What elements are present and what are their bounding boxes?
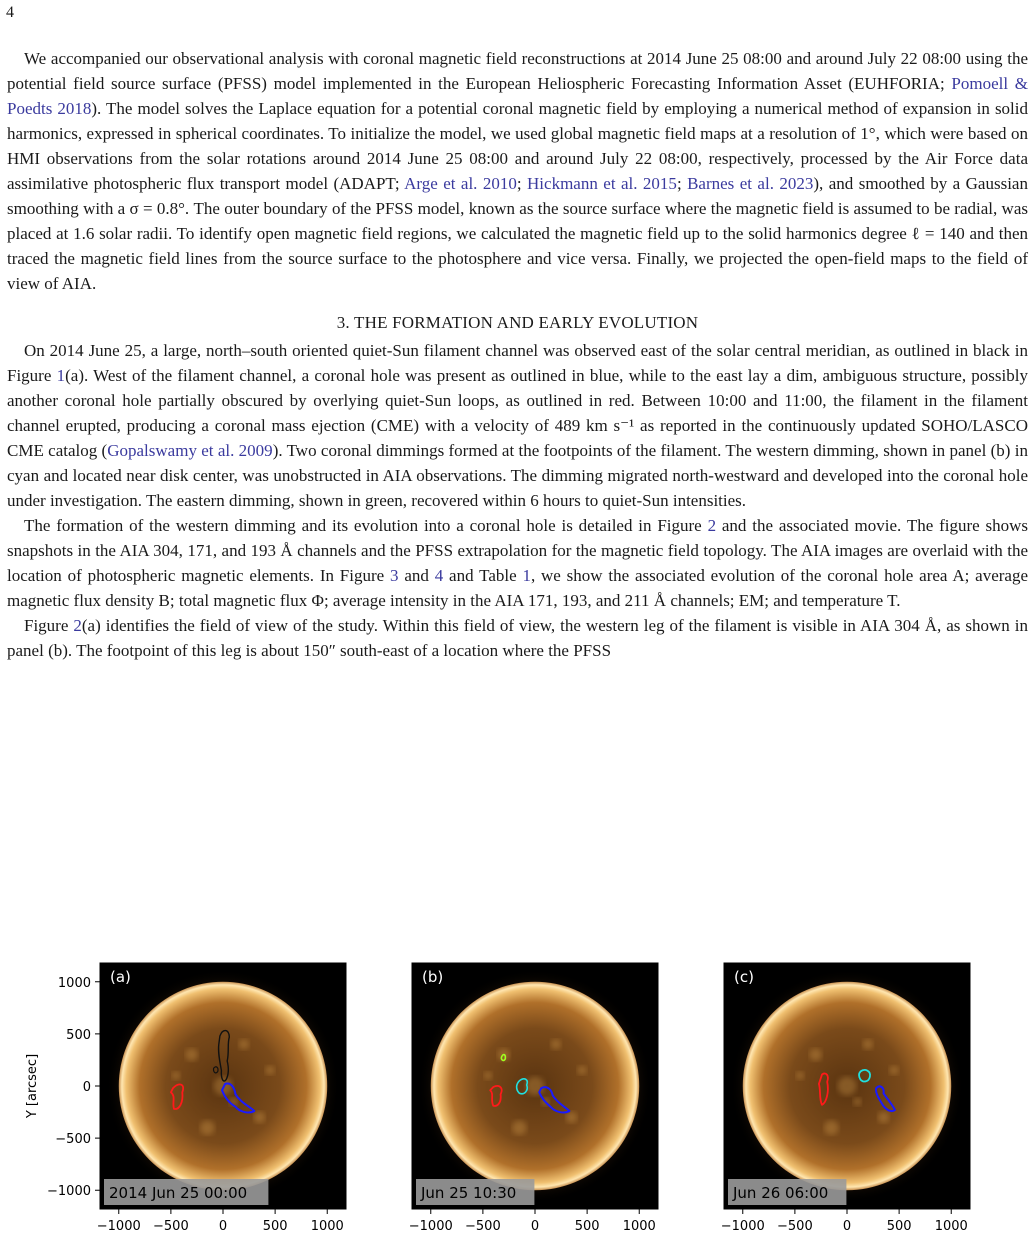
figure-link[interactable]: 4 [434,566,444,585]
active-region-blob [254,1112,265,1123]
x-tick-label: −1000 [96,1219,141,1230]
citation-link[interactable]: Arge et al. 2010 [404,174,517,193]
x-tick-label: 0 [842,1219,852,1230]
text-run: and [398,566,435,585]
timestamp-label: 2014 Jun 25 00:00 [109,1184,248,1202]
text-run: and Table [443,566,523,585]
x-tick-label: −500 [777,1219,813,1230]
text-run: The formation of the western dimming and its evolution into a coronal hole is detailed in Figure [24,516,708,535]
x-tick-label: −500 [465,1219,501,1230]
active-region-blob [172,1071,180,1079]
panel-tag: (b) [422,968,444,986]
x-tick-label: 500 [574,1219,600,1230]
y-tick-label: 0 [82,1080,91,1095]
x-tick-label: 0 [530,1219,540,1230]
page-number: 4 [6,4,14,21]
text-run: ), and smoothed by a Gaussian smoothing with a σ = 0.8°. The outer boundary of the PFSS model, known as the source surface where the magnetic field is assumed to be radial, was placed at 1.6 solar radii. To identify open magnetic field regions, we calculated the magnetic field up to the solid harmonics degree ℓ = 140 and then traced the magnetic field lines from the source surface to the photosphere and vice versa. Finally, we projected the open-field maps to the field of view of AIA. [7,174,1028,293]
text-run: (a). West of the filament channel, a coronal hole was present as outlined in blue, while to the east lay a dim, ambiguous structure, possibly another coronal hole partially obscured by overlying quiet-Sun loops, as outlined in red. Between 10:00 and 11:00, the filament in the filament channel erupted, producing a coronal mass ejection (CME) with a velocity of 489 km s⁻¹ as reported in the continuously updated SOHO/LASCO CME catalog ( [7,366,1028,460]
y-axis-label: Y [arcsec] [25,1053,40,1119]
x-tick-label: 500 [886,1219,912,1230]
active-region-blob [863,1039,873,1049]
active-region-blob [889,1066,898,1075]
y-tick-label: −500 [55,1132,91,1148]
y-tick-label: 1000 [57,975,91,991]
figure-link[interactable]: 2 [73,616,82,635]
citation-link[interactable]: Pomoell & Poedts 2018 [7,74,1028,118]
active-region-blob [566,1112,577,1123]
timestamp-label: Jun 25 10:30 [421,1184,517,1202]
timestamp-label: Jun 26 06:00 [733,1184,829,1202]
active-region-blob [185,1048,198,1061]
text-run: ; [676,174,688,193]
table-link[interactable]: 1 [522,566,531,585]
active-region-blob [838,1077,857,1096]
active-region-blob [239,1039,249,1049]
x-tick-label: 500 [262,1219,288,1230]
panel-b [409,963,658,1230]
text-run: We accompanied our observational analysis with coronal magnetic field reconstructions at 2014 June 25 08:00 and around July 22 08:00 using the potential field source surface (PFSS) model implemented in the European Heliospheric Forecasting Information Asset (EUHFORIA; [7,49,1028,93]
y-tick-label: −1000 [47,1184,91,1200]
panel-c [721,963,970,1230]
active-region-blob [484,1071,492,1079]
paragraph-4 [7,613,1028,663]
x-tick-label: −1000 [408,1219,453,1230]
active-region-blob [512,1120,527,1135]
text-run: (a) identifies the field of view of the study. Within this field of view, the western leg of the filament is visible in AIA 304 Å, as shown in panel (b). The footpoint of this leg is about 150″ south-east of a location where the PFSS [7,616,1028,660]
figure-svg [0,900,1034,1230]
active-region-blob [824,1120,839,1135]
panel-a [25,963,346,1230]
paragraph-2 [7,338,1028,513]
text-run: ). Two coronal dimmings formed at the footpoints of the filament. The western dimming, shown in panel (b) in cyan and located near disk center, was unobstructed in AIA observations. The dimming migrated north-westward and developed into the coronal hole under investigation. The eastern dimming, shown in green, recovered within 6 hours to quiet-Sun intensities. [7,441,1028,510]
figure-1 [0,900,1034,1230]
active-region-blob [853,1097,861,1105]
active-region-blob [809,1048,822,1061]
text-run: On 2014 June 25, a large, north–south oriented quiet-Sun filament channel was observed east of the solar central meridian, as outlined in black in Figure [7,341,1028,385]
paragraph-1 [7,46,1028,296]
active-region-blob [265,1066,274,1075]
figure-link[interactable]: 2 [707,516,717,535]
figure-link[interactable]: 3 [390,566,399,585]
section-heading: 3. THE FORMATION AND EARLY EVOLUTION [336,313,699,332]
panel-tag: (a) [110,968,131,986]
x-tick-label: −1000 [720,1219,765,1230]
active-region-blob [577,1066,586,1075]
active-region-blob [551,1039,561,1049]
active-region-blob [878,1112,889,1123]
text-run: Figure [24,616,74,635]
citation-link[interactable]: Gopalswamy et al. 2009 [107,441,273,460]
active-region-blob [796,1071,804,1079]
text-run: , we show the associated evolution of the coronal hole area A; average magnetic flux density B; total magnetic flux Φ; average intensity in the AIA 171, 193, and 211 Å channels; EM; and temperature T. [7,566,1029,610]
text-run: and the associated movie. The figure shows snapshots in the AIA 304, 171, and 193 Å channels and the PFSS extrapolation for the magnetic field topology. The AIA images are overlaid with the location of photospheric magnetic elements. In Figure [7,516,1029,585]
panel-tag: (c) [734,968,754,986]
citation-link[interactable]: Barnes et al. 2023 [687,174,814,193]
text-run: ). The model solves the Laplace equation for a potential coronal magnetic field by employing a numerical method of expansion in solid harmonics, expressed in spherical coordinates. To initialize the model, we used global magnetic field maps at a resolution of 1°, which were based on HMI observations from the solar rotations around 2014 June 25 08:00 and around July 22 08:00, respectively, processed by the Air Force data assimilative photospheric flux transport model (ADAPT; [7,99,1029,193]
figure-link[interactable]: 1 [56,366,66,385]
paragraph-3 [7,513,1028,613]
x-tick-label: 1000 [934,1219,968,1230]
body-text [7,46,1028,663]
x-tick-label: 1000 [622,1219,656,1230]
active-region-blob [200,1120,215,1135]
citation-link[interactable]: Hickmann et al. 2015 [527,174,677,193]
y-tick-label: 500 [66,1027,91,1043]
x-tick-label: −500 [153,1219,189,1230]
text-run: ; [516,174,528,193]
x-tick-label: 0 [218,1219,228,1230]
x-tick-label: 1000 [310,1219,344,1230]
active-region-blob [526,1077,545,1096]
